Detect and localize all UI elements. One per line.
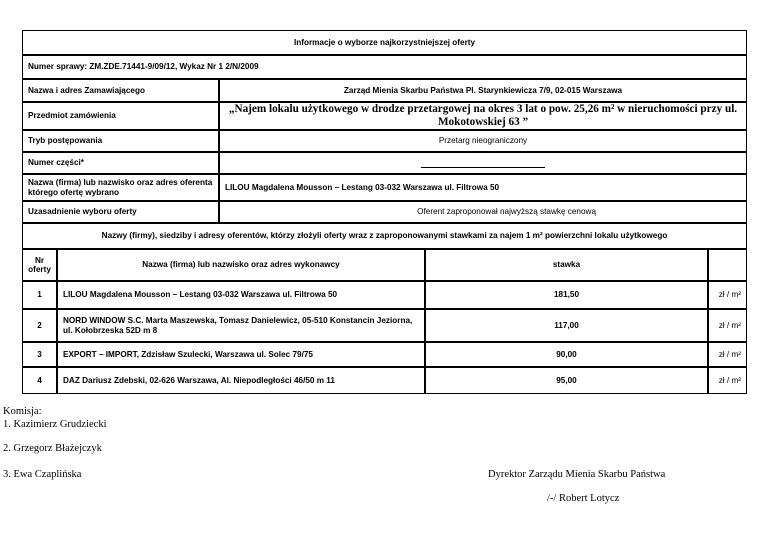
table-row-rate: 181,50 <box>425 281 708 309</box>
table-row-name: LILOU Magdalena Mousson – Lestang 03-032 Warszawa ul. Filtrowa 50 <box>57 281 425 309</box>
table-row-rate: 90,00 <box>425 342 708 367</box>
commission-member: 2. Grzegorz Błażejczyk <box>3 443 102 454</box>
table-header-rate: stawka <box>425 249 708 281</box>
field-value-contracting-authority: Zarząd Mienia Skarbu Państwa Pl. Starynkiewicza 7/9, 02-015 Warszawa <box>219 79 747 102</box>
field-label-justification: Uzasadnienie wyboru oferty <box>22 201 219 223</box>
table-row-unit: zł / m² <box>708 309 747 342</box>
field-label-procedure: Tryb postępowania <box>22 130 219 152</box>
document-title: Informacje o wyborze najkorzystniejszej oferty <box>22 30 747 55</box>
field-value-part-number <box>219 152 747 174</box>
signature-title: Dyrektor Zarządu Mienia Skarbu Państwa <box>488 469 666 480</box>
table-row-nr: 3 <box>22 342 57 367</box>
table-row-rate: 117,00 <box>425 309 708 342</box>
field-label-selected-bidder: Nazwa (firma) lub nazwisko oraz adres oferenta którego ofertę wybrano <box>22 174 219 201</box>
field-label-part-number: Numer części* <box>22 152 219 174</box>
table-row-nr: 4 <box>22 367 57 394</box>
table-row-unit: zł / m² <box>708 281 747 309</box>
commission-member: 1. Kazimierz Grudziecki <box>3 419 107 430</box>
field-label-subject: Przedmiot zamówienia <box>22 102 219 130</box>
field-value-subject: „Najem lokalu użytkowego w drodze przetargowej na okres 3 lat o pow. 25,26 m² w nieruchomości przy ul. Mokotowskiej 63 ” <box>219 102 747 130</box>
field-value-selected-bidder: LILOU Magdalena Mousson – Lestang 03-032 Warszawa ul. Filtrowa 50 <box>219 174 747 201</box>
table-row-name: NORD WINDOW S.C. Marta Maszewska, Tomasz Danielewicz, 05-510 Konstancin Jeziorna, ul. Kołobrzeska 52D m 8 <box>57 309 425 342</box>
table-row-nr: 2 <box>22 309 57 342</box>
table-row-rate: 95,00 <box>425 367 708 394</box>
table-row-nr: 1 <box>22 281 57 309</box>
case-number: Numer sprawy: ZM.ZDE.71441-9/09/12, Wykaz Nr 1 2/N/2009 <box>22 55 747 79</box>
table-row-name: DAZ Dariusz Zdebski, 02-626 Warszawa, Al. Niepodległości 46/50 m 11 <box>57 367 425 394</box>
table-header-unit <box>708 249 747 281</box>
table-header-name: Nazwa (firma) lub nazwisko oraz adres wykonawcy <box>57 249 425 281</box>
table-row-unit: zł / m² <box>708 342 747 367</box>
table-header-nr: Nr oferty <box>22 249 57 281</box>
field-value-procedure: Przetarg nieograniczony <box>219 130 747 152</box>
field-label-contracting-authority: Nazwa i adres Zamawiającego <box>22 79 219 102</box>
commission-member: 3. Ewa Czaplińska <box>3 469 82 480</box>
commission-title: Komisja: <box>3 406 42 417</box>
blank-line <box>421 158 545 168</box>
signature-name: /-/ Robert Lotycz <box>547 493 620 504</box>
offers-title: Nazwy (firmy), siedziby i adresy oferentów, którzy złożyli oferty wraz z zaproponowanymi stawkami za najem 1 m² powierzchni lokalu użytkowego <box>22 223 747 249</box>
field-value-justification: Oferent zaproponował najwyższą stawkę cenową <box>219 201 747 223</box>
table-row-unit: zł / m² <box>708 367 747 394</box>
table-row-name: EXPORT – IMPORT, Zdzisław Szulecki, Warszawa ul. Solec 79/75 <box>57 342 425 367</box>
